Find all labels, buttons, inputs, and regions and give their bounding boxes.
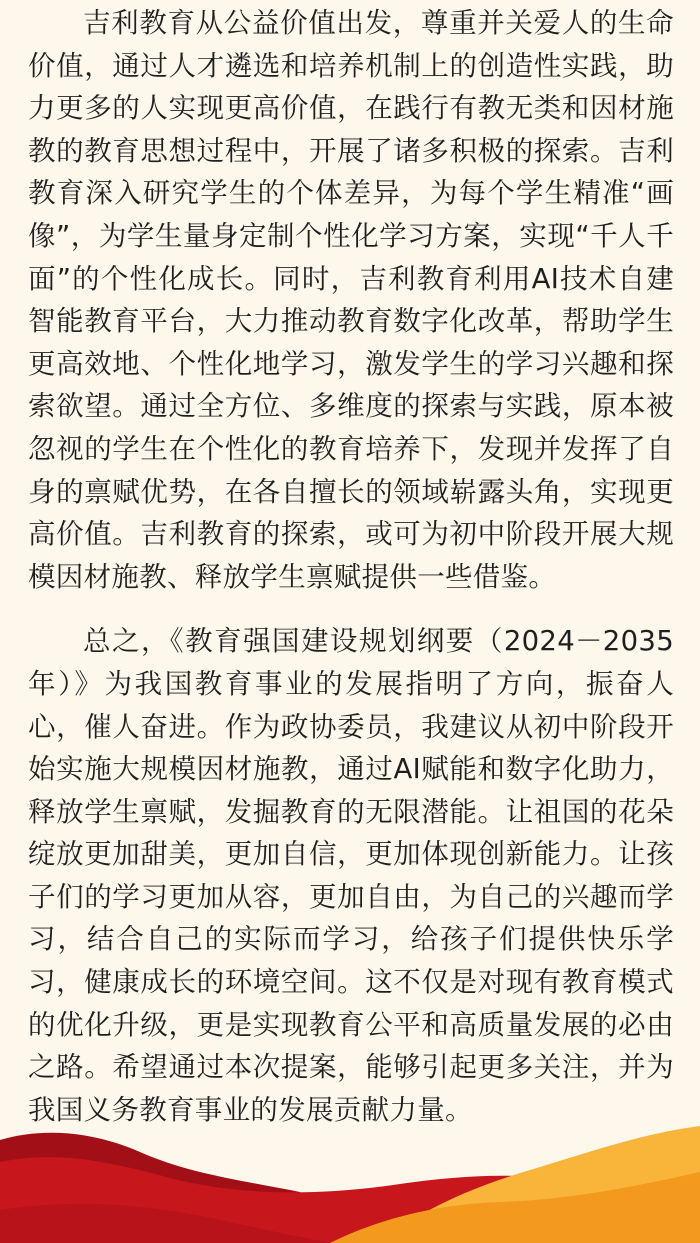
article-paragraph-2: 总之，《教育强国建设规划纲要（2024－2035年）》为我国教育事业的发展指明了方向，振奋人心，催人奋进。作为政协委员，我建议从初中阶段开始实施大规模因材施教，通过AI赋能和数字化助力，释放学生禀赋，发掘教育的无限潜能。让祖国的花朵绽放更加甜美，更加自信，更加体现创新能力。让孩子们的学习更加从容，更加自由，为自己的兴趣而学习，结合自己的实际而学习，给孩子们提供快乐学习，健康成长的环境空间。这不仅是对现有教育模式的优化升级，更是实现教育公平和高质量发展的必由之路。希望通过本次提案，能够引起更多关注，并为我国义务教育事业的发展贡献力量。 — [28, 625, 674, 1126]
article-paragraph-1: 吉利教育从公益价值出发，尊重并关爱人的生命价值，通过人才遴选和培养机制上的创造性实践，助力更多的人实现更高价值，在践行有教无类和因材施教的教育思想过程中，开展了诸多积极的探索。吉利教育深入研究学生的个体差异，为每个学生精准“画像”，为学生量身定制个性化学习方案，实现“千人千面”的个性化成长。同时，吉利教育利用AI技术自建智能教育平台，大力推动教育数字化改革，帮助学生更高效地、个性化地学习，激发学生的学习兴趣和探索欲望。通过全方位、多维度的探索与实践，原本被忽视的学生在个性化的教育培养下，发现并发挥了自身的禀赋优势，在各自擅长的领域崭露头角，实现更高价值。吉利教育的探索，或可为初中阶段开展大规模因材施教、释放学生禀赋提供一些借鉴。 — [28, 7, 674, 593]
footer-wave-decoration — [0, 1100, 700, 1243]
article-body — [28, 2, 674, 1131]
